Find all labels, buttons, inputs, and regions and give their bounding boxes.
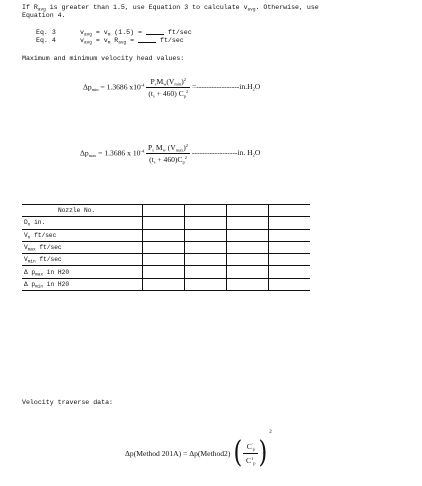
final-formula: Δp(Method 201A) = Δp(Method2) ( $\frac{C'_p}{C^1_p}$ )$^2$ [125, 430, 272, 471]
entry-cell[interactable] [226, 205, 268, 217]
equation-3-label: Eq. 3 [36, 29, 56, 36]
equation-4-blank [138, 42, 156, 43]
entry-cell[interactable] [184, 254, 226, 266]
row-label: $V_{max}$ ft/sec [22, 241, 142, 253]
equation-4: Eq. 4 $v_{avg} = v_m$ $R_{avg} = ft/\sec$ [36, 37, 184, 46]
entry-cell[interactable] [142, 217, 184, 229]
entry-cell[interactable] [184, 241, 226, 253]
table-row [22, 229, 310, 241]
entry-cell[interactable] [184, 278, 226, 290]
head-values-title: Maximum and minimum velocity head values: [22, 55, 185, 62]
row-label: Nozzle No. [22, 205, 142, 217]
entry-cell[interactable] [268, 254, 310, 266]
entry-cell[interactable] [268, 241, 310, 253]
entry-cell[interactable] [142, 229, 184, 241]
final-formula-fraction: $\frac{C'_p}{C^1_p}$ [243, 442, 258, 465]
table-row [22, 241, 310, 253]
entry-cell[interactable] [268, 229, 310, 241]
entry-cell[interactable] [226, 254, 268, 266]
entry-cell[interactable] [184, 217, 226, 229]
entry-cell[interactable] [184, 205, 226, 217]
nozzle-table-header-row [22, 205, 310, 217]
row-label: $V_{min}$ ft/sec [22, 254, 142, 266]
row-label: Δ $p_{max}$ in H20 [22, 266, 142, 278]
entry-cell[interactable] [142, 278, 184, 290]
entry-cell[interactable] [226, 229, 268, 241]
entry-cell[interactable] [268, 278, 310, 290]
intro-line-2: Equation 4. [22, 12, 66, 19]
right-paren: ) [258, 435, 268, 471]
entry-cell[interactable] [226, 266, 268, 278]
entry-cell[interactable] [142, 266, 184, 278]
entry-cell[interactable] [226, 278, 268, 290]
formula-dp-min-fraction: $\frac{P_sM_w(V_{min})^2}{(t_s + 460) C_p^2}$ [148, 77, 189, 99]
formula-dp-max: $\Delta p_{max} = 1.3686$ x $10^{-4}$ $\frac{P_s M_w (V_{max})^2}{(t_s + 460)C_p^2}$ ------------------in. $H_2O$ [80, 143, 261, 165]
equation-4-label: Eq. 4 [36, 37, 56, 44]
entry-cell[interactable] [142, 205, 184, 217]
table-row [22, 217, 310, 229]
nozzle-table [22, 204, 310, 291]
entry-cell[interactable] [184, 266, 226, 278]
row-label: $D_n$ in. [22, 217, 142, 229]
entry-cell[interactable] [142, 254, 184, 266]
equation-3: Eq. 3 $v_{avg} = v_m$ (1.5) = ft/sec [36, 29, 192, 38]
formula-dp-max-fraction: $\frac{P_s M_w (V_{max})^2}{(t_s + 460)C_p^2}$ [148, 143, 188, 165]
entry-cell[interactable] [142, 241, 184, 253]
intro-line-1: If $R_{avg}$ is greater than 1.5, use Equation 3 to calculate $v_{avg}$. Otherwise, use [22, 4, 319, 13]
entry-cell[interactable] [226, 217, 268, 229]
formula-dp-min: $\Delta p_{min} = 1.3686$ $x10^{-4}$ $\frac{P_sM_w(V_{min})^2}{(t_s + 460) C_p^2}$ $=-----------------in.H_2O$ [83, 77, 261, 99]
entry-cell[interactable] [268, 217, 310, 229]
table-row [22, 266, 310, 278]
table-row [22, 254, 310, 266]
traverse-title: Velocity traverse data: [22, 399, 114, 406]
entry-cell[interactable] [268, 205, 310, 217]
left-paren: ( [233, 435, 243, 471]
entry-cell[interactable] [184, 229, 226, 241]
formula-dp-min-answer-line: $=-----------------in.H_2O$ [192, 82, 261, 92]
formula-dp-max-answer-line: ------------------in. $H_2O$ [191, 148, 261, 158]
equation-3-blank [146, 34, 164, 35]
entry-cell[interactable] [226, 241, 268, 253]
row-label: Δ $p_{min}$ in H20 [22, 278, 142, 290]
entry-cell[interactable] [268, 266, 310, 278]
table-row [22, 278, 310, 290]
row-label: $V_n$ ft/sec [22, 229, 142, 241]
